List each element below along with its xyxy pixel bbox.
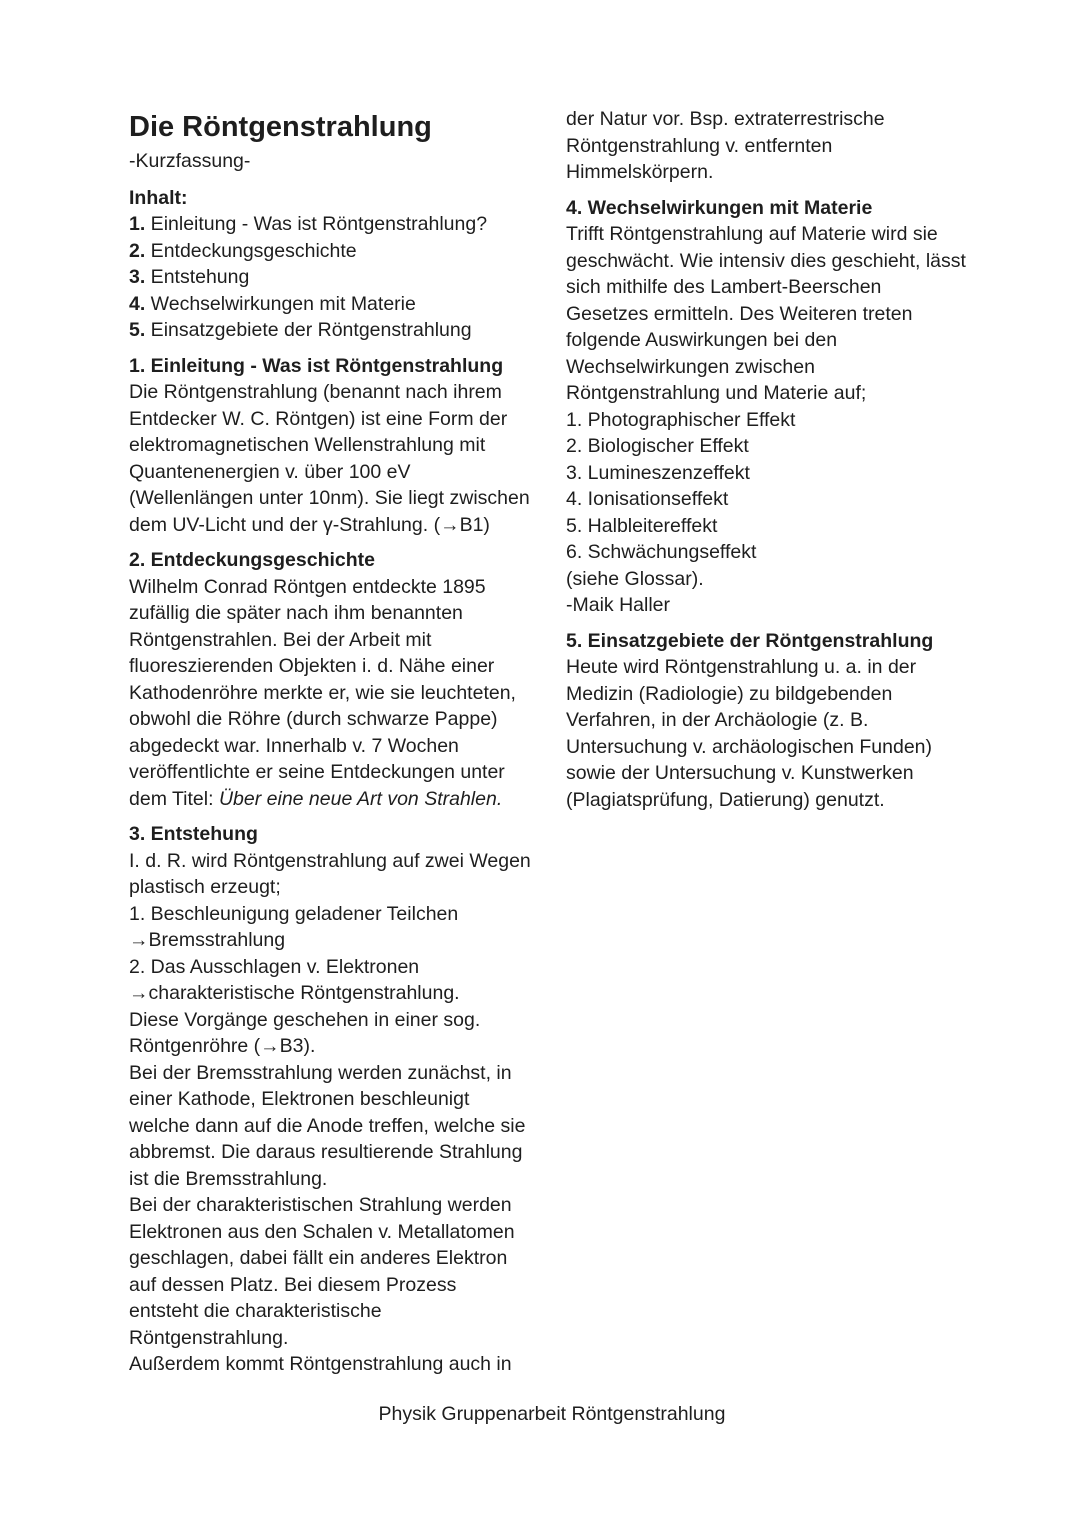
document-title: Die Röntgenstrahlung <box>129 111 432 143</box>
toc-item: 2. Entdeckungsgeschichte <box>129 239 357 262</box>
section-origin <box>129 821 549 1378</box>
right-column <box>566 106 986 822</box>
section-heading: 4. Wechselwirkungen mit Materie <box>566 196 873 219</box>
section-discovery-history <box>129 547 549 812</box>
section-body: Wilhelm Conrad Röntgen entdeckte 1895 zufällig die später nach ihm benannten Röntgenstrahlen. Bei der Arbeit mit fluoreszierenden Objekten i. d. Nähe einer Kathodenröhre merkte er, wie sie leuchteten, obwohl die Röhre (durch schwarze Pappe) abgedeckt war. Innerhalb v. 7 Wochen veröffentlichte er seine Entdeckungen unter dem Titel: Über eine neue Art von Strahlen. <box>129 575 516 810</box>
left-column <box>129 106 549 1387</box>
section-body: Heute wird Röntgenstrahlung u. a. in der Medizin (Radiologie) zu bildgebenden Verfahren, in der Archäologie (z. B. Untersuchung v. archäologischen Funden) sowie der Untersuchung v. Kunstwerken (Plagiatsprüfung, Datierung) genutzt. <box>566 656 933 811</box>
section-heading: 2. Entdeckungsgeschichte <box>129 549 375 571</box>
section-body: der Natur vor. Bsp. extraterrestrische Röntgenstrahlung v. entfernten Himmelskörpern. <box>566 108 885 183</box>
section-heading: 1. Einleitung - Was ist Röntgenstrahlung <box>129 354 504 377</box>
toc-item: 4. Wechselwirkungen mit Materie <box>129 292 416 315</box>
table-of-contents <box>129 211 549 344</box>
page-footer: Physik Gruppenarbeit Röntgenstrahlung <box>378 1403 726 1425</box>
toc-item: 5. Einsatzgebiete der Röntgenstrahlung <box>129 319 472 341</box>
section-body: Die Röntgenstrahlung (benannt nach ihrem Entdecker W. C. Röntgen) ist eine Form der elektromagnetischen Wellenstrahlung mit Quantenenergien v. über 100 eV (Wellenlängen unter 10nm). Sie liegt zwischen dem UV-Licht und der γ-Strahlung. (→B1) <box>129 381 530 536</box>
publication-title: Über eine neue Art von Strahlen. <box>218 787 503 810</box>
toc-item: 1. Einleitung - Was ist Röntgenstrahlung? <box>129 213 488 235</box>
section-body: Trifft Röntgenstrahlung auf Materie wird sie geschwächt. Wie intensiv dies geschieht, lässt sich mithilfe des Lambert-Beerschen Gesetzes ermitteln. Des Weiteren treten folgende Auswirkungen bei den Wechselwirkungen zwischen Röntgenstrahlung und Materie auf; 1. Photographischer Effekt 2. Biologischer Effekt 3. Lumineszenzeffekt 4. Ionisationseffekt 5. Halbleitereffekt 6. Schwächungseffekt (siehe Glossar). -Maik Haller <box>566 221 986 619</box>
section-body: I. d. R. wird Röntgenstrahlung auf zwei Wegen plastisch erzeugt; 1. Beschleunigung geladener Teilchen →Bremsstrahlung 2. Das Ausschlagen v. Elektronen →charakteristische Röntgenstrahlung. Diese Vorgänge geschehen in einer sog. Röntgenröhre (→B3). Bei der Bremsstrahlung werden zunächst, in einer Kathode, Elektronen beschleunigt welche dann auf die Anode treffen, welche sie abbremst. Die daraus resultierende Strahlung ist die Bremsstrahlung. Bei der charakteristischen Strahlung werden Elektronen aus den Schalen v. Metallatomen geschlagen, dabei fällt ein anderes Elektron auf dessen Platz. Bei diesem Prozess entsteht die charakteristische Röntgenstrahlung. Außerdem kommt Röntgenstrahlung auch in <box>129 849 531 1375</box>
section-heading: 5. Einsatzgebiete der Röntgenstrahlung <box>566 629 934 652</box>
section-origin-continued <box>566 106 986 186</box>
section-applications <box>566 628 986 814</box>
toc-heading: Inhalt: <box>129 186 188 209</box>
author-signature: -Maik Haller <box>566 594 671 616</box>
section-introduction <box>129 353 549 539</box>
toc-item: 3. Entstehung <box>129 266 250 288</box>
section-heading: 3. Entstehung <box>129 823 258 845</box>
document-subtitle: -Kurzfassung- <box>129 150 251 172</box>
section-interactions-with-matter <box>566 195 986 619</box>
